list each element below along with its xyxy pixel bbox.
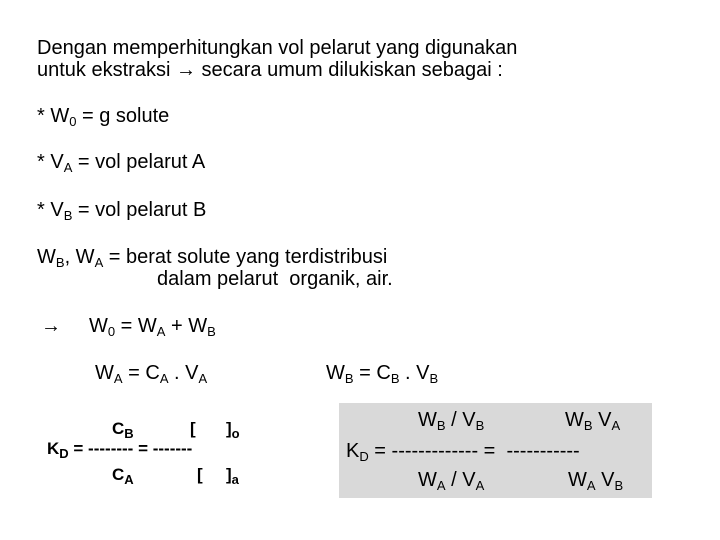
- weights-def-line-2: dalam pelarut organik, air.: [157, 268, 393, 290]
- def-va: * $V_A$ = vol pelarut A: [37, 151, 206, 175]
- kd-right-main-line: $K_D$ = ------------- = -----------: [346, 440, 580, 464]
- right-arrow-icon: →: [175, 59, 196, 81]
- weights-def-line-1: $W_B$, $W_A$ = berat solute yang terdistribusi: [37, 246, 388, 270]
- wa-equation: $W_A = C_A$ . $V_A$: [95, 362, 208, 386]
- kd-right-den-2: $W_A$ $V_B$: [568, 469, 624, 493]
- kd-left-num-bracket: [: [190, 419, 196, 438]
- kd-left-den-bracket: [: [197, 465, 203, 484]
- def-vb: * $V_B$ = vol pelarut B: [37, 199, 207, 223]
- sum-arrow-icon: →: [41, 315, 61, 337]
- kd-left-num-c: $C_B$: [112, 419, 134, 441]
- kd-left-main-line: $K_D$ = -------- = -------: [47, 439, 193, 461]
- intro-line-1: Dengan memperhitungkan vol pelarut yang digunakan: [37, 37, 518, 59]
- intro-line-2: untuk ekstraksi → secara umum dilukiskan sebagai :: [37, 59, 503, 81]
- kd-left-num-bracket-close: ]$_o$: [226, 419, 240, 441]
- wb-equation: $W_B = C_B$ . $V_B$: [326, 362, 439, 386]
- kd-left-den-bracket-close: ]$_a$: [226, 465, 239, 487]
- kd-left-den-c: $C_A$: [112, 465, 134, 487]
- kd-right-num-1: $W_B / V_B$: [418, 409, 485, 433]
- kd-right-num-2: $W_B$ $V_A$: [565, 409, 621, 433]
- kd-right-den-1: $W_A / V_A$: [418, 469, 485, 493]
- def-w0: * $W_0 = g$ solute: [37, 105, 170, 129]
- sum-equation: $W_0 = W_A + W_B$: [89, 315, 216, 339]
